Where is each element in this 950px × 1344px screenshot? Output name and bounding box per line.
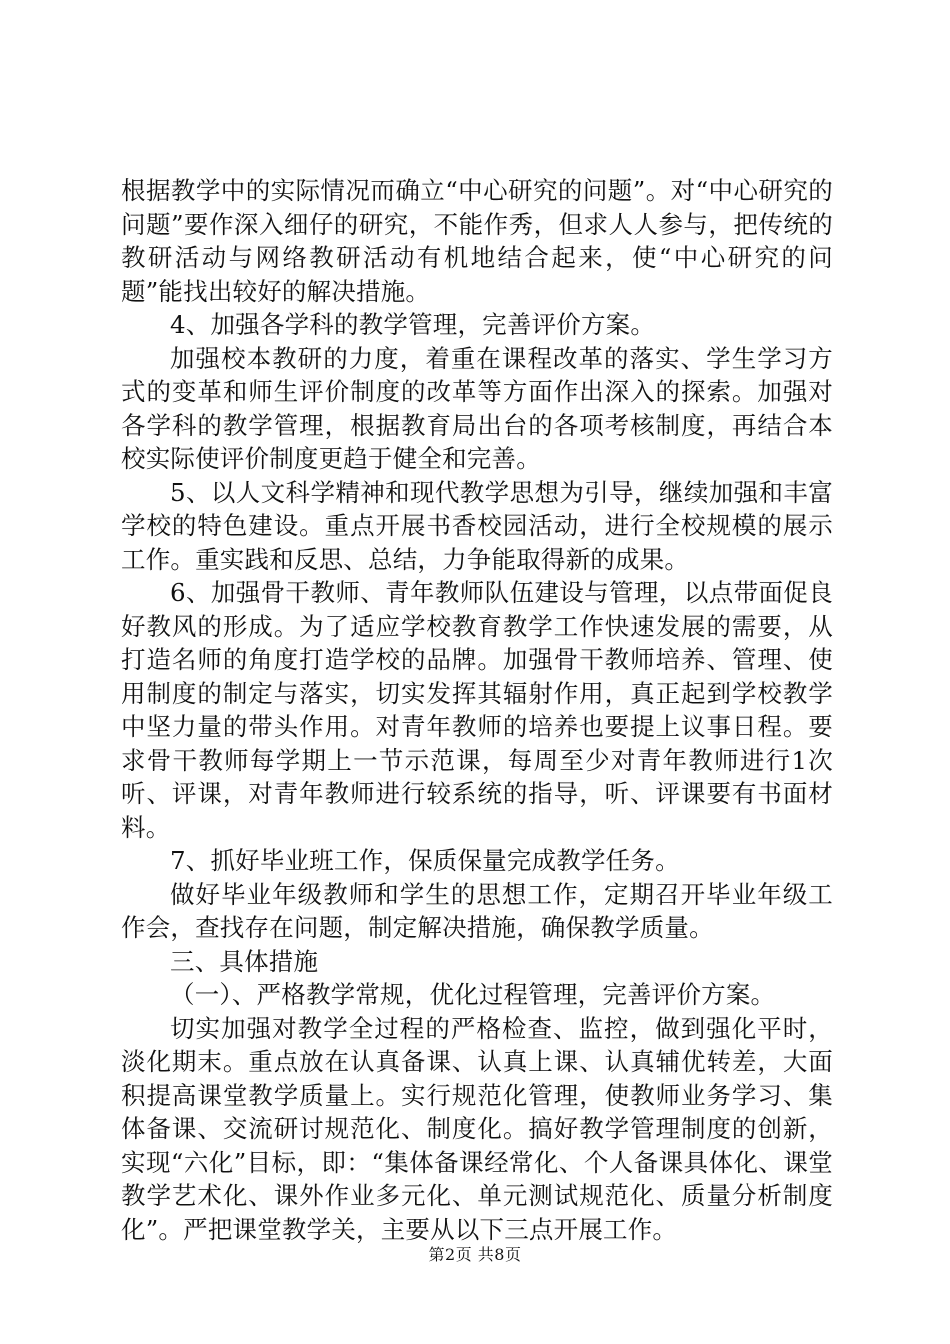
heading-item-7: 7、抓好毕业班工作，保质保量完成教学任务。 [170, 846, 680, 875]
paragraph-graduation-class: 做好毕业年级教师和学生的思想工作，定期召开毕业年级工作会，查找存在问题，制定解决措施，确保教学质量。 [121, 879, 833, 942]
heading-item-4: 4、加强各学科的教学管理，完善评价方案。 [170, 310, 656, 339]
paragraph-continuation: 根据教学中的实际情况而确立“中心研究的问题”。对“中心研究的问题”要作深入细仔的研究，不能作秀，但求人人参与，把传统的教研活动与网络教研活动有机地结合起来，使“中心研究的问题”能找出较好的解决措施。 [121, 176, 833, 306]
paragraph-teaching-process: 切实加强对教学全过程的严格检查、监控，做到强化平时，淡化期末。重点放在认真备课、认真上课、认真辅优转差，大面积提高课堂教学质量上。实行规范化管理，使教师业务学习、集体备课、交流研讨规范化、制度化。搞好教学管理制度的创新，实现“六化”目标，即：“集体备课经常化、个人备课具体化、课堂教学艺术化、课外作业多元化、单元测试规范化、质量分析制度化”。严把课堂教学关，主要从以下三点开展工作。 [121, 1013, 833, 1244]
subsection-heading-1: （一）、严格教学常规，优化过程管理，完善评价方案。 [170, 980, 776, 1009]
paragraph-item-6: 6、加强骨干教师、青年教师队伍建设与管理，以点带面促良好教风的形成。为了适应学校教育教学工作快速发展的需要，从打造名师的角度打造学校的品牌。加强骨干教师培养、管理、使用制度的制定与落实，切实发挥其辐射作用，真正起到学校教学中坚力量的带头作用。对青年教师的培养也要提上议事日程。要求骨干教师每学期上一节示范课，每周至少对青年教师进行1次听、评课，对青年教师进行较系统的指导，听、评课要有书面材料。 [121, 578, 833, 842]
paragraph-item-5: 5、以人文科学精神和现代教学思想为引导，继续加强和丰富学校的特色建设。重点开展书香校园活动，进行全校规模的展示工作。重实践和反思、总结，力争能取得新的成果。 [121, 477, 833, 574]
paragraph-school-research: 加强校本教研的力度，着重在课程改革的落实、学生学习方式的变革和师生评价制度的改革等方面作出深入的探索。加强对各学科的教学管理，根据教育局出台的各项考核制度，再结合本校实际使评价制度更趋于健全和完善。 [121, 343, 833, 473]
document-body [121, 174, 833, 1246]
section-heading-measures: 三、具体措施 [170, 946, 319, 976]
page-footer: 第2页 共8页 [428, 1245, 522, 1264]
